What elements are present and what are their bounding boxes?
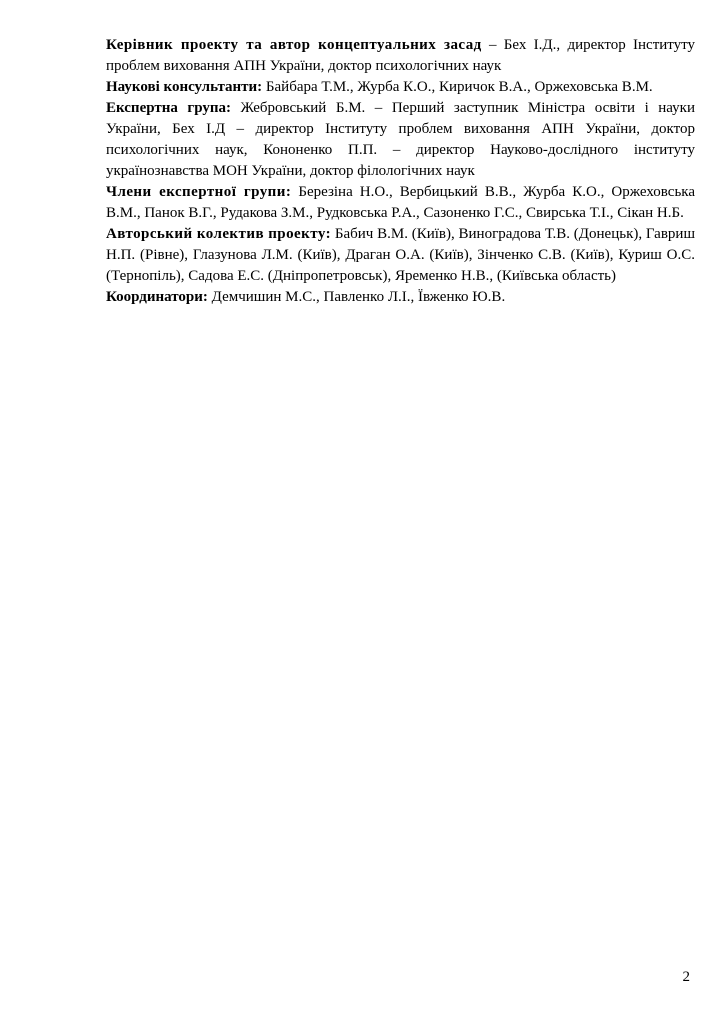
expert-group-text: Жебровський Б.М. – Перший заступник Міністра освіти і науки України, Бех І.Д – директор Інституту проблем виховання АПН України, доктор психологічних наук, Кононенко П.П. – директор Науково-дослідного інституту українознавства МОН України, доктор філологічних наук bbox=[106, 100, 695, 179]
expert-group-members-label: Члени експертної групи: bbox=[106, 184, 292, 200]
project-leader-paragraph bbox=[106, 35, 695, 77]
project-leader-label: Керівник проекту та автор концептуальних засад bbox=[106, 37, 482, 53]
expert-group-label: Експертна група: bbox=[106, 100, 231, 116]
document-body bbox=[106, 35, 695, 308]
authors-team-label: Авторський колектив проекту: bbox=[106, 226, 332, 242]
expert-group-members-paragraph bbox=[106, 182, 695, 224]
expert-group-members-text: Березіна Н.О., Вербицький В.В., Журба К.О., Оржеховська В.М., Панок В.Г., Рудакова З.М., Рудковська Р.А., Сазоненко Г.С., Свирська Т.І., Сікан Н.Б. bbox=[106, 184, 696, 221]
authors-team-paragraph bbox=[106, 224, 695, 287]
scientific-consultants-text: Байбара Т.М., Журба К.О., Киричок В.А., Оржеховська В.М. bbox=[262, 79, 653, 95]
coordinators-text: Демчишин М.С., Павленко Л.І., Ївженко Ю.В. bbox=[207, 289, 506, 305]
authors-team-text: Бабич В.М. (Київ), Виноградова Т.В. (Донецьк), Гавриш Н.П. (Рівне), Глазунова Л.М. (Київ), Драган О.А. (Київ), Зінченко С.В. (Київ), Куриш О.С. (Тернопіль), Садова Е.С. (Дніпропетровськ), Яременко Н.В., (Київська область) bbox=[106, 226, 695, 284]
coordinators-paragraph bbox=[106, 287, 695, 308]
coordinators-label: Координатори: bbox=[106, 289, 208, 305]
page-number: 2 bbox=[682, 969, 690, 985]
project-leader-text: – Бех І.Д., директор Інституту проблем виховання АПН України, доктор психологічних наук bbox=[106, 37, 695, 74]
scientific-consultants-paragraph bbox=[106, 77, 695, 98]
scientific-consultants-label: Наукові консультанти: bbox=[106, 79, 263, 95]
expert-group-paragraph bbox=[106, 98, 695, 182]
